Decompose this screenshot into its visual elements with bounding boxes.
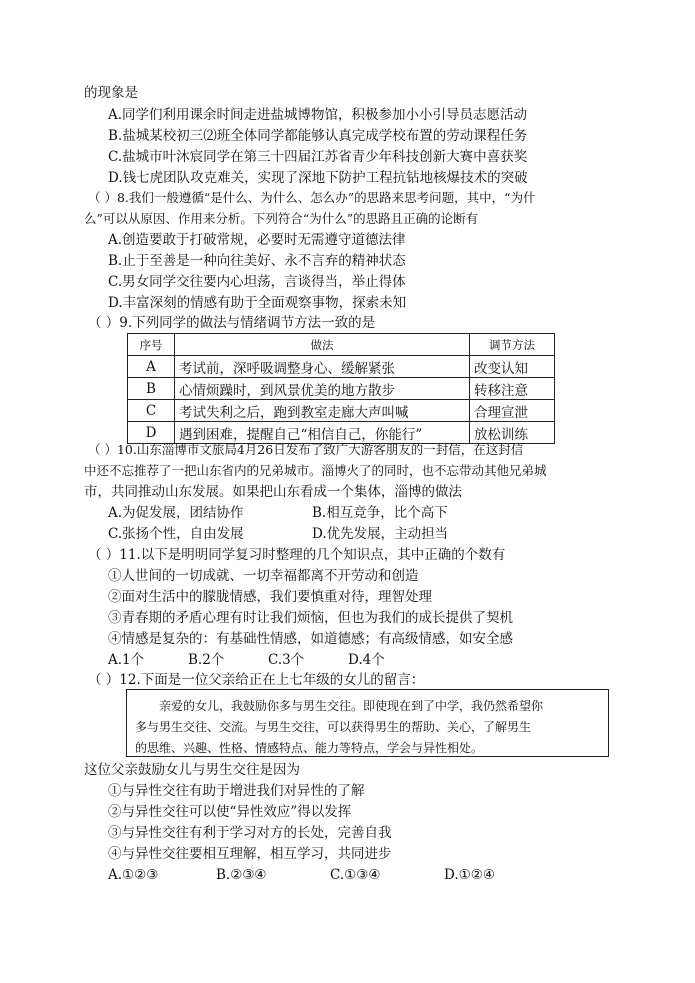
table-row bbox=[128, 356, 555, 378]
header-number: 序号 bbox=[128, 334, 175, 356]
header-practice: 做法 bbox=[175, 334, 470, 356]
q8-stem-line2: 么”可以从原因、作用来分析。下列符合“为什么”的思路且正确的论断有 bbox=[84, 211, 479, 226]
row-b-practice: 心情烦躁时，到风景优美的地方散步 bbox=[175, 378, 470, 400]
q10-option-b: B.相互竞争，比个高下 bbox=[312, 505, 448, 521]
q11-stem: （ ）11.以下是明明同学复习时整理的几个知识点，其中正确的个数有 bbox=[88, 547, 506, 563]
row-b-method: 转移注意 bbox=[470, 378, 555, 400]
header-method: 调节方法 bbox=[470, 334, 555, 356]
table-row bbox=[128, 378, 555, 400]
q7-stem-tail: 的现象是 bbox=[84, 85, 138, 101]
q8-option-b: B.止于至善是一种向往美好、永不言弃的精神状态 bbox=[108, 253, 406, 269]
q10-option-a: A.为促发展，团结协作 bbox=[108, 505, 244, 521]
q11-option-d: D.4个 bbox=[348, 652, 385, 668]
message-line-3: 的思维、兴趣、性格、情感特点、能力等特点，学会与异性相处。 bbox=[135, 741, 484, 755]
q10-stem-line2: 中还不忘推荐了一把山东省内的兄弟城市。淄博火了的同时，也不忘带动其他兄弟城 bbox=[84, 463, 547, 478]
table-row bbox=[128, 400, 555, 422]
table-header-row bbox=[128, 334, 555, 356]
q11-item-2: ②面对生活中的朦胧情感，我们要慎重对待，理智处理 bbox=[108, 589, 432, 605]
q7-option-c: C.盐城市叶沐宸同学在第三十四届江苏省青少年科技创新大赛中喜获奖 bbox=[108, 149, 528, 165]
q12-item-4: ④与异性交往要相互理解，相互学习，共同进步 bbox=[108, 846, 392, 862]
q8-option-c: C.男女同学交往要内心坦荡，言谈得当，举止得体 bbox=[108, 274, 406, 290]
q8-stem-line1: （ ）8.我们一般遵循“是什么、为什么、怎么办”的思路来思考问题，其中，“为什 bbox=[88, 190, 536, 205]
q11-option-a: A.1个 bbox=[108, 652, 145, 668]
q11-item-3: ③青春期的矛盾心理有时让我们烦恼，但也为我们的成长提供了契机 bbox=[108, 610, 513, 626]
q11-item-4: ④情感是复杂的：有基础性情感，如道德感；有高级情感，如安全感 bbox=[108, 631, 513, 647]
row-d-method: 放松训练 bbox=[470, 422, 555, 444]
row-c-number: C bbox=[128, 400, 175, 422]
q12-item-2: ②与异性交往可以使“异性效应”得以发挥 bbox=[108, 804, 352, 820]
row-d-number: D bbox=[128, 422, 175, 444]
q12-option-c: C.①③④ bbox=[330, 867, 381, 883]
q9-stem: （ ）9.下列同学的做法与情绪调节方法一致的是 bbox=[88, 315, 376, 331]
q11-option-c: C.3个 bbox=[268, 652, 305, 668]
q10-option-d: D.优先发展，主动担当 bbox=[312, 526, 449, 542]
q12-stem: （ ）12.下面是一位父亲给正在上七年级的女儿的留言： bbox=[88, 672, 425, 688]
q10-stem-line3: 市，共同推动山东发展。如果把山东看成一个集体，淄博的做法 bbox=[84, 484, 462, 500]
father-message-box bbox=[126, 689, 609, 757]
row-a-method: 改变认知 bbox=[470, 356, 555, 378]
q7-option-a: A.同学们利用课余时间走进盐城博物馆，积极参加小小引导员志愿活动 bbox=[108, 107, 528, 123]
row-d-practice: 遇到困难，提醒自己“相信自己，你能行” bbox=[175, 422, 470, 444]
q12-item-3: ③与异性交往有利于学习对方的长处，完善自我 bbox=[108, 825, 392, 841]
q10-stem-line1: （ ）10.山东淄博市文旅局4月26日发布了致广大游客朋友的一封信，在这封信 bbox=[88, 442, 524, 457]
emotion-regulation-table bbox=[127, 333, 555, 444]
q8-option-d: D.丰富深刻的情感有助于全面观察事物，探索未知 bbox=[108, 295, 407, 311]
q12-option-d: D.①②④ bbox=[444, 867, 495, 883]
q12-option-a: A.①②③ bbox=[108, 867, 159, 883]
row-b-number: B bbox=[128, 378, 175, 400]
row-a-practice: 考试前，深呼吸调整身心、缓解紧张 bbox=[175, 356, 470, 378]
q11-option-b: B.2个 bbox=[188, 652, 225, 668]
q7-option-d: D.钱七虎团队攻克难关，实现了深地下防护工程抗钻地核爆技术的突破 bbox=[108, 170, 528, 186]
q12-question: 这位父亲鼓励女儿与男生交往是因为 bbox=[84, 762, 300, 778]
message-line-1: 亲爱的女儿，我鼓励你多与男生交往。即使现在到了中学，我仍然希望你 bbox=[159, 699, 544, 713]
q12-item-1: ①与异性交往有助于增进我们对异性的了解 bbox=[108, 783, 365, 799]
row-c-method: 合理宣泄 bbox=[470, 400, 555, 422]
q7-option-b: B.盐城某校初三⑵班全体同学都能够认真完成学校布置的劳动课程任务 bbox=[108, 128, 528, 144]
message-line-2: 多与男生交往、交流。与男生交往，可以获得男生的帮助、关心，了解男生 bbox=[135, 720, 532, 734]
q12-option-b: B.②③④ bbox=[216, 867, 267, 883]
q8-option-a: A.创造要敢于打破常规，必要时无需遵守道德法律 bbox=[108, 232, 406, 248]
q10-option-c: C.张扬个性，自由发展 bbox=[108, 526, 244, 542]
row-c-practice: 考试失利之后，跑到教室走廊大声叫喊 bbox=[175, 400, 470, 422]
q11-item-1: ①人世间的一切成就、一切幸福都离不开劳动和创造 bbox=[108, 568, 419, 584]
row-a-number: A bbox=[128, 356, 175, 378]
